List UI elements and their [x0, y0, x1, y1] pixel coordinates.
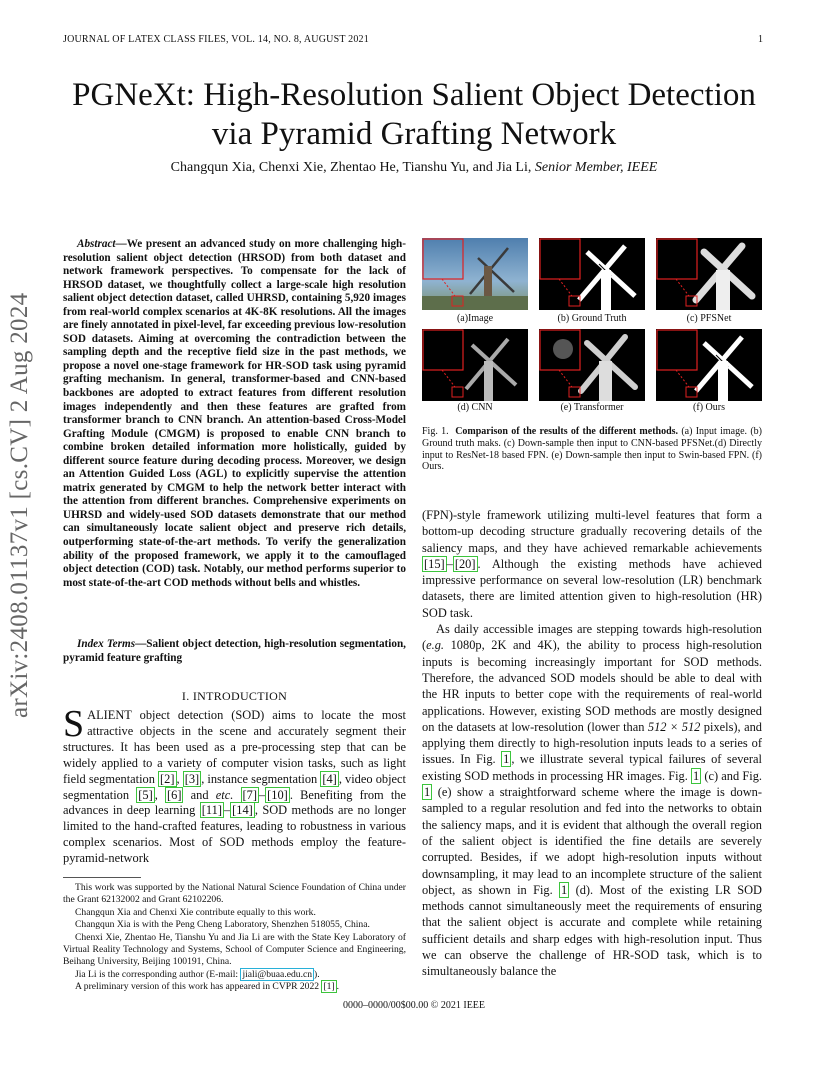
body-text: 1080p, 2K and 4K), the ability to process high-resolution inputs is becoming increasingly important for SOD methods. Therefore, the advanced SOD models should be able to deal with the HR inputs to better cope with the requirements of real-world applications. However, existing SOD methods are mostly designed on the datasets at low-resolution (lower than	[422, 638, 762, 734]
intro-dash: –	[258, 787, 266, 802]
body-eg: e.g.	[426, 638, 445, 653]
citation-link[interactable]: [4]	[322, 771, 337, 786]
citation-link[interactable]: [20]	[454, 556, 476, 571]
figure-label-a: (a)Image	[456, 313, 494, 324]
footnote-affil-1: Changqun Xia is with the Peng Cheng Laboratory, Shenzhen 518055, China.	[75, 919, 370, 931]
page-footer: 0000–0000/00$00.00 © 2021 IEEE	[342, 1000, 486, 1011]
citation-link[interactable]: [10]	[267, 787, 288, 802]
figure-label-b: (b) Ground Truth	[557, 313, 627, 324]
intro-lead: ALIENT	[87, 708, 132, 722]
figure-panel-pfsnet	[656, 238, 762, 310]
citation-link[interactable]: [1]	[323, 981, 335, 993]
abstract	[63, 238, 406, 590]
body-text: (FPN)-style framework utilizing multi-level features that form a bottom-up decoding structure gradually recovering details of the saliency maps, and they have achieved remarkable achievements	[422, 508, 762, 555]
body-text: As daily accessible images are stepping towards high-resolution (	[422, 622, 762, 653]
figure-ref-link[interactable]: 1	[424, 785, 431, 800]
intro-sep: ,	[176, 771, 183, 786]
body-text: pixels), and applying them directly to high-resolution inputs leads to a series of issues. In Fig.	[422, 719, 762, 767]
figure-1	[422, 238, 762, 418]
footnote-affil-2: Chenxi Xie, Zhentao He, Tianshu Yu and Jia Li are with the State Key Laboratory of Virtual Reality Technology and Systems, School of Computer Science and Engineering, Beihang University, Beijing 100191, China.	[63, 931, 406, 968]
figure-panel-image	[422, 238, 528, 310]
page-number: 1	[758, 34, 763, 45]
body-size: 512 × 512	[647, 719, 701, 734]
footnote-funding: This work was supported by the National Natural Science Foundation of China under the Grant 62132002 and Grant 62102206.	[63, 882, 406, 906]
section-heading	[63, 689, 406, 704]
intro-dash: –	[223, 803, 231, 818]
index-terms-label: Index Terms	[77, 638, 136, 650]
intro-text-5: . Benefiting from the advances in deep learning	[63, 787, 407, 818]
running-head: JOURNAL OF LATEX CLASS FILES, VOL. 14, NO. 8, AUGUST 2021	[63, 34, 369, 45]
caption-bold: Comparison of the results of the different methods.	[455, 426, 679, 437]
figure-ref-link[interactable]: 1	[503, 752, 510, 767]
footnote-text: Jia Li is the corresponding author (E-mail:	[75, 968, 241, 980]
footnote-equal: Changqun Xia and Chenxi Xie contribute equally to this work.	[75, 906, 316, 918]
citation-link[interactable]: [15]	[424, 556, 445, 571]
arxiv-stamp: arXiv:2408.01137v1 [cs.CV] 2 Aug 2024	[6, 292, 33, 718]
footnote-text: A preliminary version of this work has appeared in CVPR 2022	[75, 981, 322, 993]
footnote-rule	[63, 877, 141, 878]
citation-link[interactable]: [6]	[167, 787, 182, 802]
intro-text-1: object detection (SOD) aims to locate the most attractive objects in the scene and accurately segment their structures. It has been used as a pre-processing step that can be widely applied to a variety of computer vision tasks, such as light field segmentation	[63, 708, 406, 786]
caption-rest: (a) Input image. (b) Ground truth maks. (c) Down-sample then input to CNN-based PFSNet.(d) Directly input to ResNet-18 based FPN. (e) Down-sample then input to Swin-based FPN. (f) Ours.	[422, 426, 762, 473]
intro-sep	[233, 788, 240, 802]
intro-etc: etc.	[215, 787, 234, 802]
paper-title	[40, 76, 788, 154]
section-title: INTRODUCTION	[192, 689, 288, 703]
figure-panel-transformer	[539, 329, 645, 401]
figure-label-c: (c) PFSNet	[686, 313, 732, 324]
citation-link[interactable]: [2]	[160, 771, 175, 786]
intro-text-4: and	[183, 787, 216, 802]
citation-link[interactable]: [7]	[242, 787, 257, 802]
body-text: (e) show a straightforward scheme where the image is down-sampled to a regular resolution and fed into the networks to obtain the saliency maps, and it is evident that although the overall region of the salient object is identified the fine details are severely corrupted. Besides, if we adopt high-resolution inputs without downsampling, it may lead to an incomplete structure of the salient object, as shown in Fig.	[422, 785, 762, 897]
body-text: (c) and Fig.	[701, 768, 762, 783]
figure-ref-link[interactable]: 1	[693, 768, 700, 783]
right-paragraph-2	[422, 621, 762, 980]
abstract-text: —We present an advanced study on more challenging high-resolution salient object detection (HRSOD) from both dataset and network framework perspectives. To compensate for the lack of HRSOD dataset, we thoughtfully collect a large-scale high resolution salient object detection dataset, called UHRSD, containing 5,920 images from real-world complex scenarios at 4K-8K resolutions. All the images are finely annotated in pixel-level, far exceeding previous low-resolution SOD datasets. Aiming at overcoming the contradiction between the sampling depth and the receptive field size in the past methods, we propose a novel one-stage framework for HR-SOD task using pyramid grafting mechanism. In general, transformer-based and CNN-based backbones are adopted to extract features from different resolution images independently and then these features are grafted from transformer branch to CNN branch. An attention-based Cross-Model Grafting Module (CMGM) is proposed to enable CNN branch to combine broken detailed information more holistically, guided by different source feature during decoding process. Moreover, we design an Attention Guided Loss (AGL) to explicitly supervise the attention matrix generated by CMGM to help the network better interact with the attention from different branches. Comprehensive experiments on UHRSD and widely-used SOD datasets demonstrate that our method can simultaneously locate salient object and preserve rich details, outperforming state-of-the-art methods. To verify the generalization ability of the proposed framework, we apply it to the camouflaged object detection (COD) task. Notably, our method performs superior to most state-of-the-art COD methods without bells and whistles.	[63, 238, 406, 589]
body-text: , we illustrate several typical failures of several existing SOD methods in processing HR images. Fig.	[422, 752, 762, 783]
figure-panel-cnn	[422, 329, 528, 401]
footnote-corresponding	[63, 969, 406, 981]
caption-prefix: Fig. 1.	[422, 426, 449, 437]
email-link[interactable]: jiali@buaa.edu.cn	[242, 968, 313, 980]
intro-text-6: , SOD methods are no longer limited to the hand-crafted features, leading to robustness in various complex scenarios. Most of SOD methods employ the feature-pyramid-network	[63, 803, 407, 866]
title-line-2: via Pyramid Grafting Network	[211, 116, 617, 152]
footnote-text: .	[336, 981, 340, 993]
intro-text-2: , instance segmentation	[201, 771, 321, 786]
citation-link[interactable]: [14]	[232, 803, 253, 818]
body-text: (d). Most of the existing LR SOD methods cannot simultaneously meet the requirements of ensuring that the salient object is accurate and complete while retaining sufficient details and sharp edges with high-resolution input. Thus we can observe the challenge of HR-SOD task, which is to simultaneously balance the	[422, 882, 762, 979]
figure-label-d: (d) CNN	[457, 402, 493, 413]
figure-label-f: (f) Ours	[693, 402, 725, 413]
body-text: . Although the existing methods have achieved impressive performance on several low-resolution (LR) benchmark datasets, there are limited attention given to high-resolution (HR) SOD task.	[422, 556, 762, 620]
author-list	[40, 160, 788, 176]
abstract-label: Abstract	[77, 238, 116, 250]
intro-paragraph	[63, 703, 407, 867]
intro-text-3: , video object segmentation	[63, 771, 406, 802]
figure-caption	[422, 426, 762, 473]
authors-suffix: Senior Member, IEEE	[534, 160, 658, 175]
section-numeral: I.	[181, 689, 190, 703]
figure-label-e: (e) Transformer	[560, 402, 624, 413]
figure-panel-ground-truth	[539, 238, 645, 310]
index-terms-text: —Salient object detection, high-resolution segmentation, pyramid feature grafting	[63, 638, 406, 664]
body-dash: –	[446, 556, 453, 571]
right-column-body	[422, 507, 762, 980]
citation-link[interactable]: [11]	[201, 803, 222, 818]
citation-link[interactable]: [5]	[138, 787, 153, 802]
footnote-preliminary	[63, 981, 406, 993]
footnote-text: ).	[314, 968, 320, 980]
dropcap: S	[63, 703, 85, 745]
right-paragraph-1	[422, 507, 762, 621]
title-line-1: PGNeXt: High-Resolution Salient Object Detection	[72, 77, 756, 113]
index-terms	[63, 638, 406, 665]
footnotes	[63, 882, 406, 994]
figure-ref-link[interactable]: 1	[561, 882, 568, 897]
authors: Changqun Xia, Chenxi Xie, Zhentao He, Tianshu Yu, and Jia Li,	[170, 160, 532, 175]
figure-panel-ours	[656, 329, 762, 401]
citation-link[interactable]: [3]	[184, 771, 200, 786]
arxiv-stamp-container	[2, 288, 42, 718]
intro-sep: ,	[154, 787, 166, 802]
